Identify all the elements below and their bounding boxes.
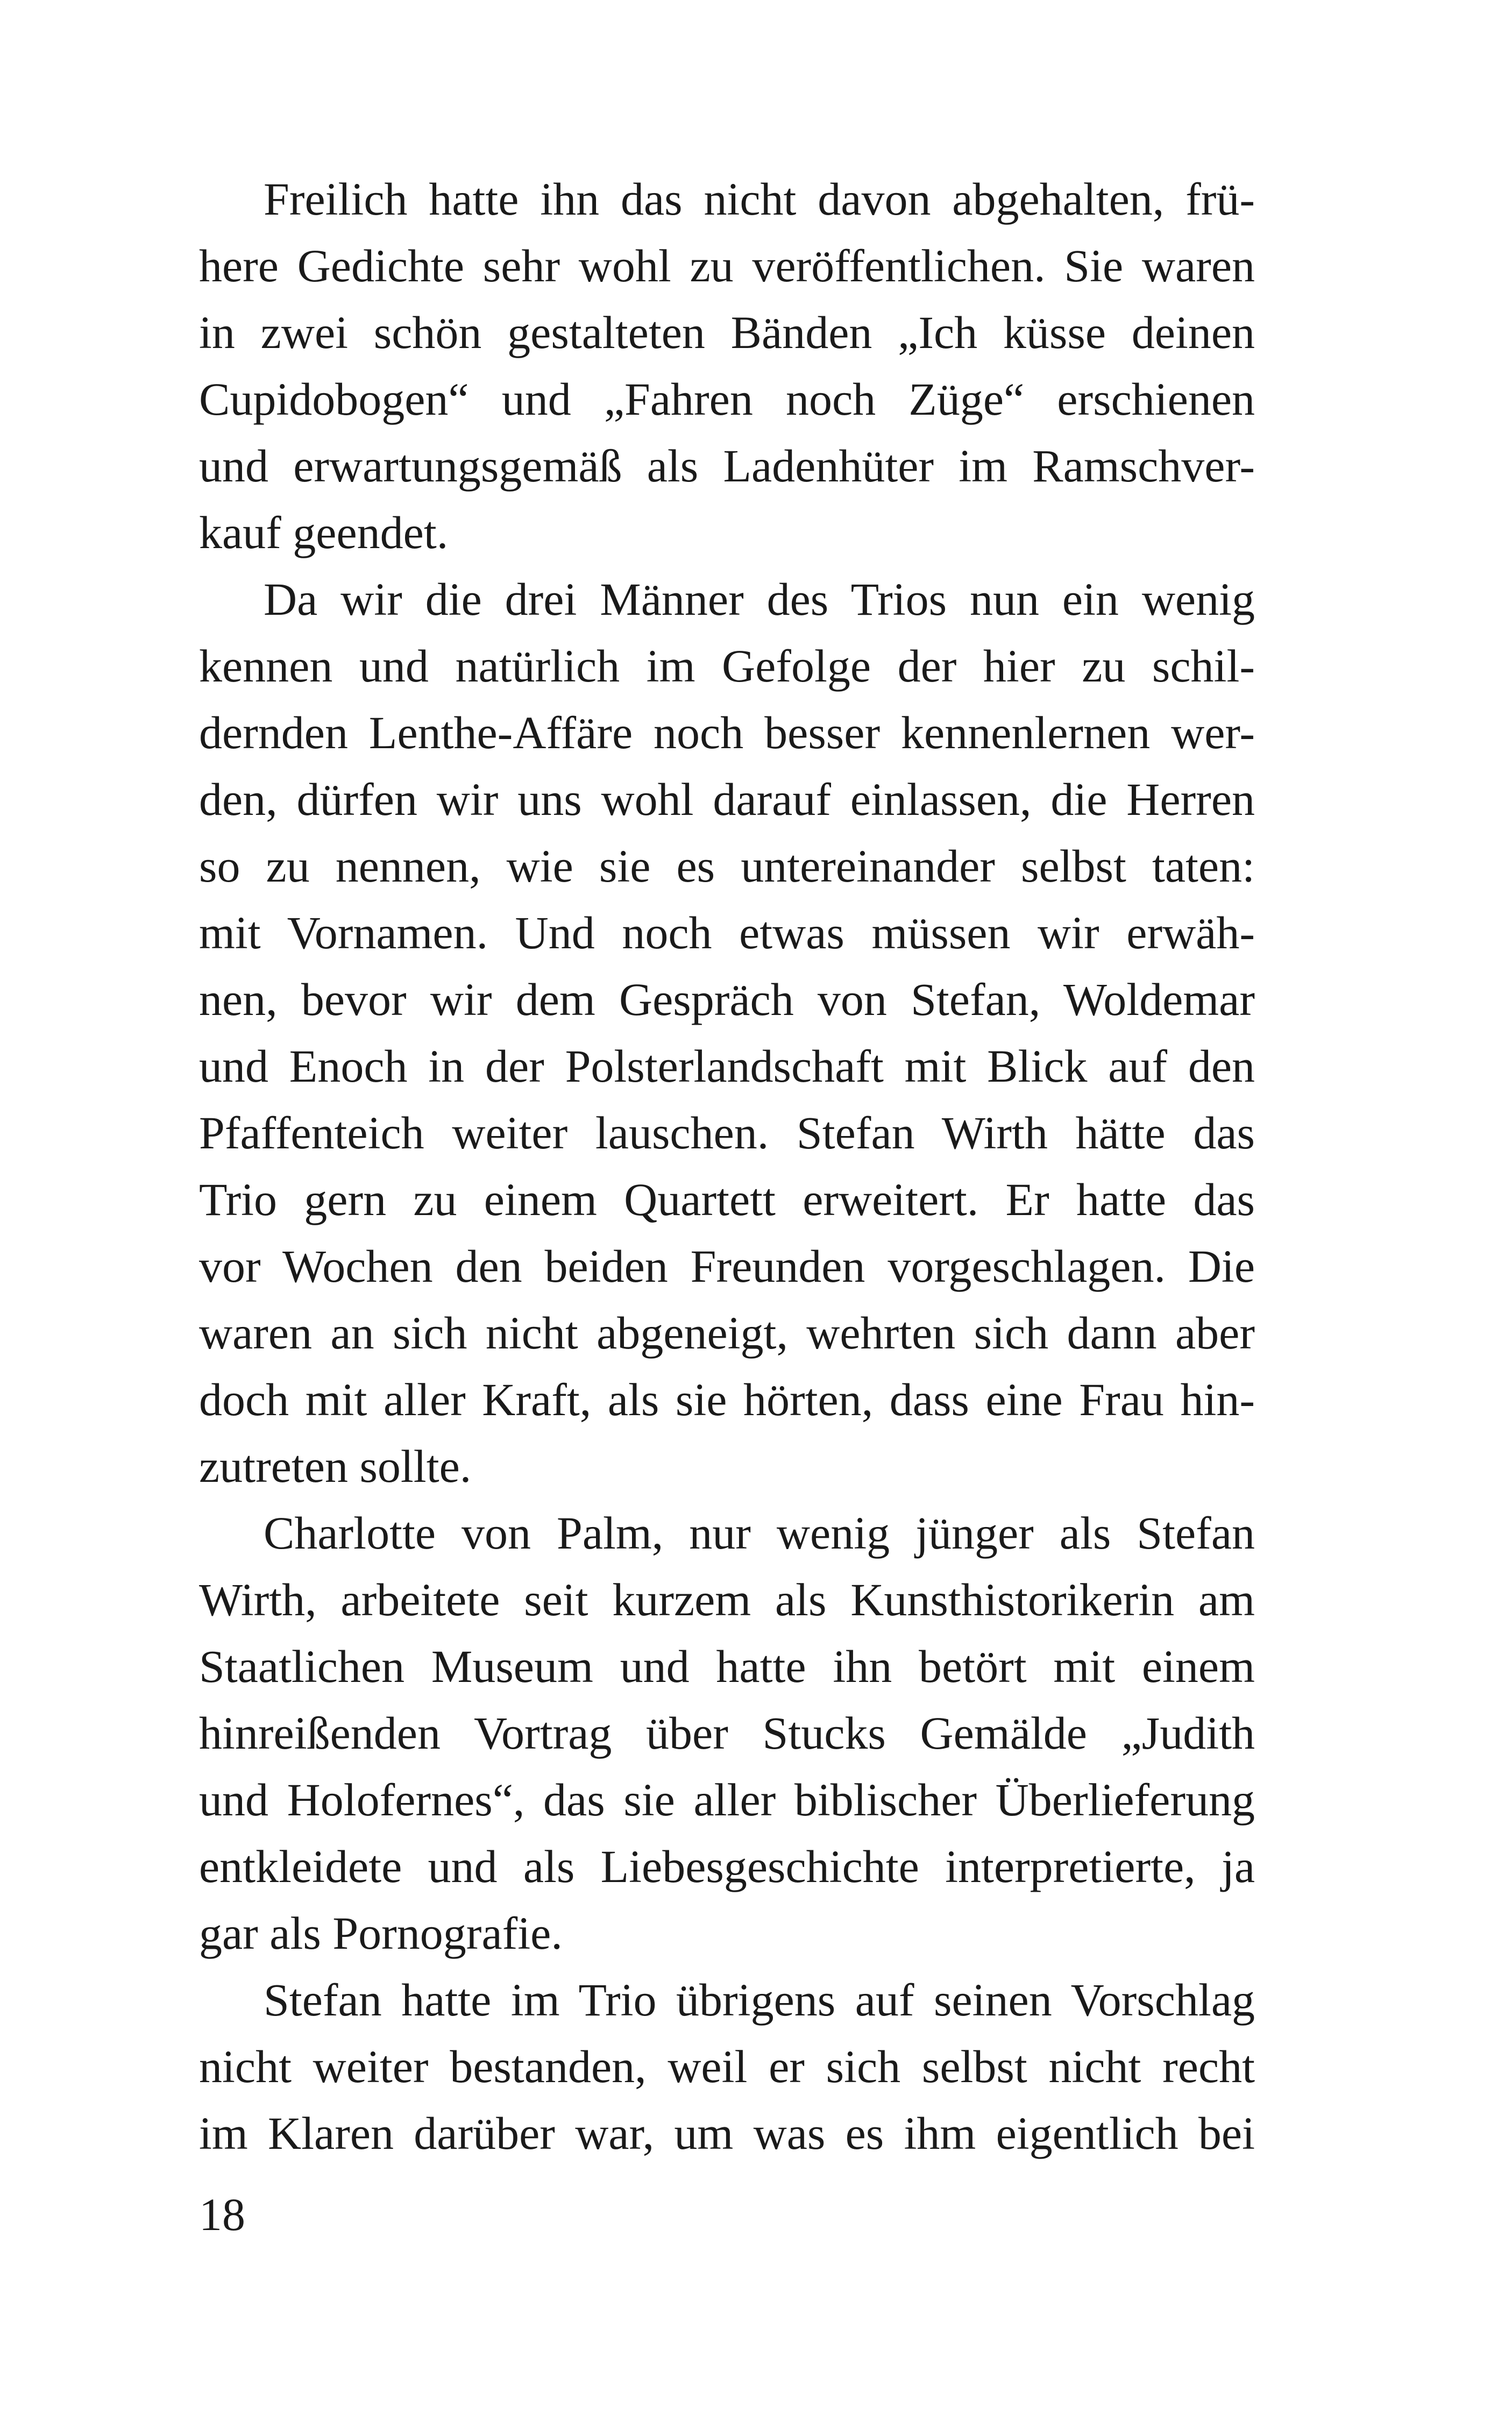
text-line: im Klaren darüber war, um was es ihm eigentlich bei: [199, 2107, 1255, 2159]
text-line: Cupidobogen“ und „Fahren noch Züge“ erschienen: [199, 373, 1255, 425]
text-line: dernden Lenthe-Affäre noch besser kennenlernen wer-: [199, 707, 1255, 758]
text-line: here Gedichte sehr wohl zu veröffentlichen. Sie waren: [199, 240, 1255, 292]
text-line: gar als Pornografie.: [199, 1907, 563, 1959]
page-number: 18: [199, 2189, 245, 2240]
text-line: hinreißenden Vortrag über Stucks Gemälde „Judith: [199, 1707, 1255, 1759]
body-text: [199, 166, 1255, 2167]
text-line: Charlotte von Palm, nur wenig jünger als Stefan: [264, 1507, 1255, 1559]
text-line: und Enoch in der Polsterlandschaft mit Blick auf den: [199, 1040, 1255, 1092]
text-line: doch mit aller Kraft, als sie hörten, dass eine Frau hin-: [199, 1374, 1255, 1425]
text-line: Stefan hatte im Trio übrigens auf seinen Vorschlag: [264, 1974, 1255, 2026]
text-line: in zwei schön gestalteten Bänden „Ich küsse deinen: [199, 307, 1255, 358]
text-line: Trio gern zu einem Quartett erweitert. Er hatte das: [199, 1174, 1255, 1225]
text-line: zutreten sollte.: [199, 1440, 472, 1492]
text-line: den, dürfen wir uns wohl darauf einlassen, die Herren: [199, 773, 1255, 825]
text-line: Freilich hatte ihn das nicht davon abgehalten, frü-: [264, 173, 1255, 225]
text-line: und Holofernes“, das sie aller biblischer Überlieferung: [199, 1774, 1255, 1826]
text-line: Staatlichen Museum und hatte ihn betört mit einem: [199, 1641, 1255, 1692]
text-line: kauf geendet.: [199, 507, 449, 558]
text-line: Pfaffenteich weiter lauschen. Stefan Wirth hätte das: [199, 1107, 1255, 1159]
text-line: waren an sich nicht abgeneigt, wehrten sich dann aber: [199, 1307, 1255, 1359]
text-line: vor Wochen den beiden Freunden vorgeschlagen. Die: [199, 1240, 1255, 1292]
text-line: nen, bevor wir dem Gespräch von Stefan, Woldemar: [199, 974, 1255, 1025]
text-line: kennen und natürlich im Gefolge der hier zu schil-: [199, 640, 1255, 692]
text-line: und erwartungsgemäß als Ladenhüter im Ramschver-: [199, 440, 1255, 492]
text-line: Wirth, arbeitete seit kurzem als Kunsthistorikerin am: [199, 1574, 1255, 1625]
text-line: entkleidete und als Liebesgeschichte interpretierte, ja: [199, 1841, 1255, 1892]
text-line: so zu nennen, wie sie es untereinander selbst taten:: [199, 840, 1255, 892]
text-line: Da wir die drei Männer des Trios nun ein wenig: [264, 573, 1255, 625]
text-line: mit Vornamen. Und noch etwas müssen wir erwäh-: [199, 907, 1255, 958]
text-line: nicht weiter bestanden, weil er sich selbst nicht recht: [199, 2041, 1255, 2092]
